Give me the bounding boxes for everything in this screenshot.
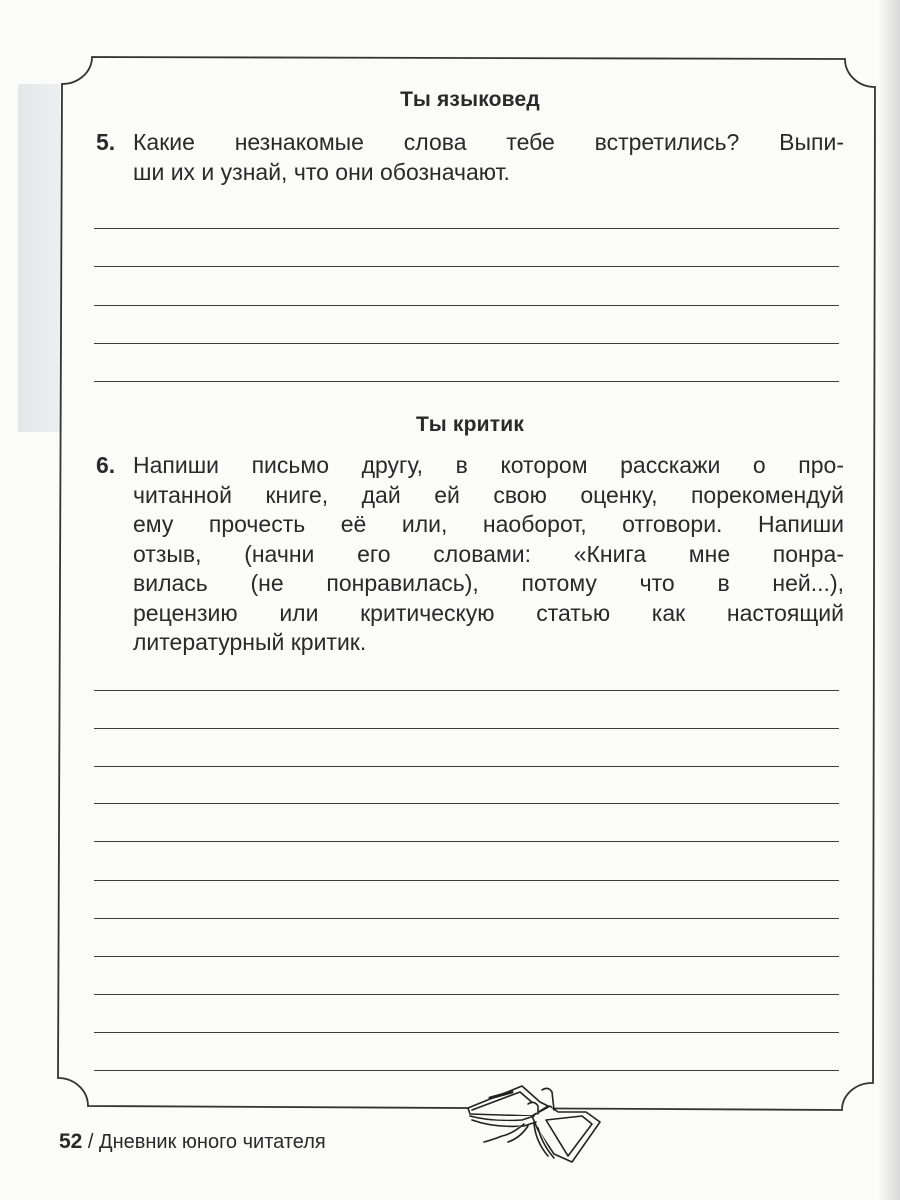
task-text-line: Какие незнакомые слова тебе встретились? Выпи- [133,129,844,155]
task-text-line: читанной книге, дай ей свою оценку, порекомендуй [133,481,844,508]
task-text-line: отзыв, (начни его словами: «Книга мне понра- [133,540,844,567]
answer-line[interactable] [94,766,839,767]
task-text-line: литературный критик. [133,629,367,655]
task-5 [96,128,844,187]
task-number: 5. [96,129,116,155]
book-title: Дневник юного читателя [99,1131,326,1153]
task-text-line: Напиши письмо другу, в котором расскажи о про- [133,452,844,478]
task-number: 6. [96,452,116,478]
answer-line[interactable] [94,918,839,919]
answer-line[interactable] [94,305,839,306]
answer-line[interactable] [94,994,839,995]
section-heading-linguist: Ты языковед [400,88,540,111]
task-6 [96,451,844,658]
open-book-icon [462,1080,612,1170]
answer-line[interactable] [94,381,839,382]
task-text-line: рецензию или критическую статью как настоящий [133,599,844,626]
task-text-line: вилась (не понравилась), потому что в ней...), [133,570,844,596]
task-text-line: ему прочесть её или, наоборот, отговори. Напиши [133,511,844,537]
answer-line[interactable] [94,690,839,691]
answer-line[interactable] [94,728,839,729]
answer-line[interactable] [94,1032,839,1033]
answer-line[interactable] [94,956,839,957]
answer-line[interactable] [94,880,839,881]
answer-line[interactable] [94,1070,839,1071]
answer-line[interactable] [94,841,839,842]
page-footer [59,1130,326,1154]
section-heading-critic: Ты критик [415,413,525,436]
answer-line[interactable] [94,803,839,804]
answer-line[interactable] [94,266,839,267]
answer-line[interactable] [94,228,839,229]
page-number: 52 [59,1130,83,1153]
answer-line[interactable] [94,343,839,344]
footer-separator: / [87,1131,94,1153]
task-text-line: ши их и узнай, что они обозначают. [133,158,510,185]
